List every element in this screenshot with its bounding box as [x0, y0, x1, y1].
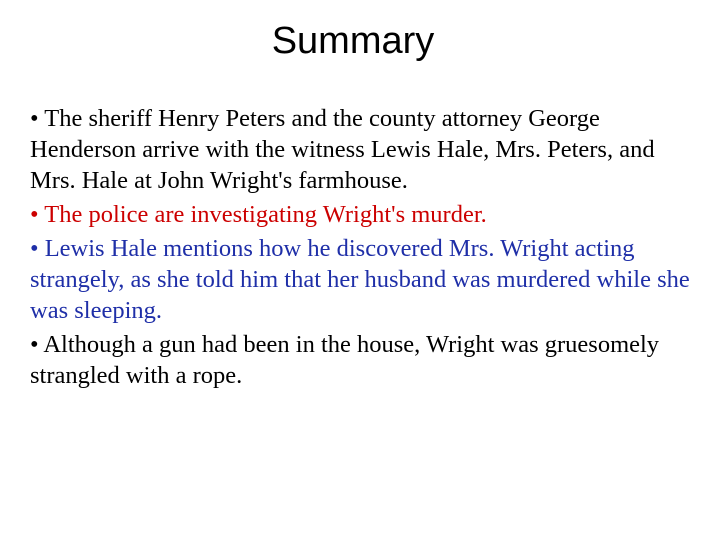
- bullet-item: • The police are investigating Wright's murder.: [30, 201, 487, 228]
- bullet-list: [30, 103, 700, 394]
- bullet-item: • Lewis Hale mentions how he discovered Mrs. Wright acting strangely, as she told him that her husband was murdered while she was sleeping.: [30, 235, 690, 324]
- slide-title: Summary: [271, 20, 435, 62]
- bullet-item: • The sheriff Henry Peters and the county attorney George Henderson arrive with the witness Lewis Hale, Mrs. Peters, and Mrs. Hale at John Wright's farmhouse.: [30, 105, 655, 194]
- bullet-item: • Although a gun had been in the house, Wright was gruesomely strangled with a rope.: [30, 331, 660, 389]
